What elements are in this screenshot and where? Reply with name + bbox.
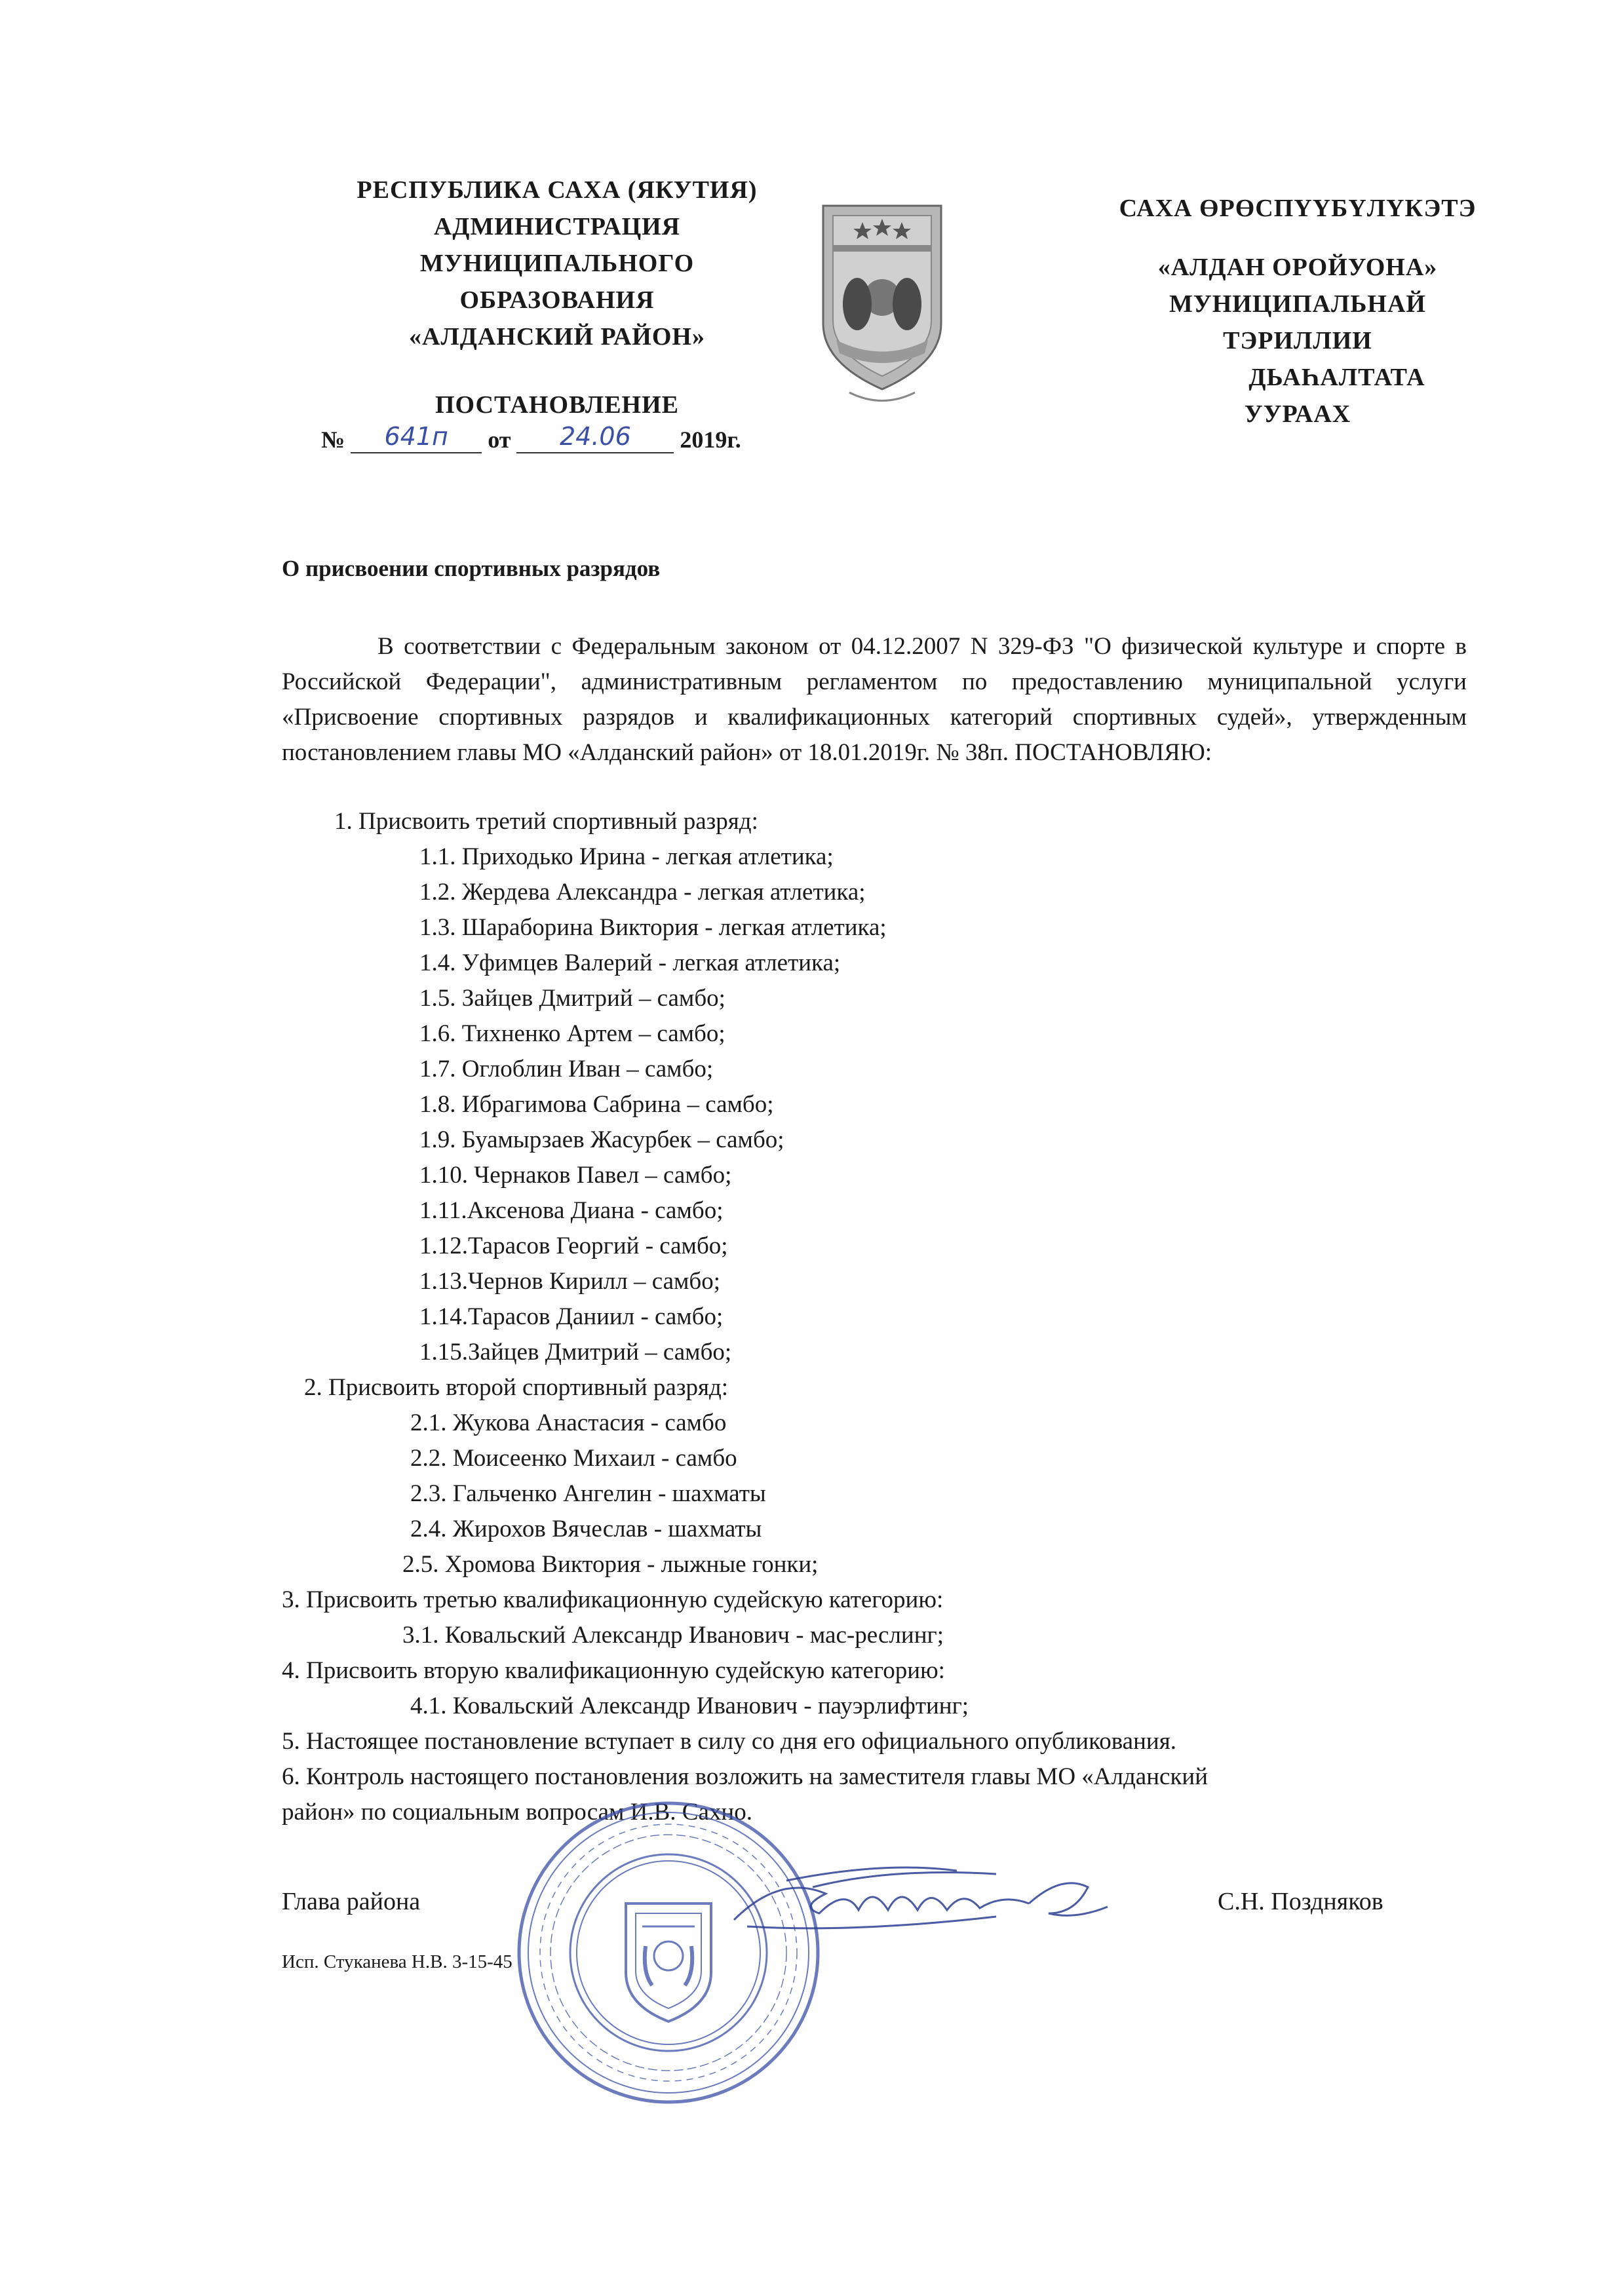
list-item: 1.15.Зайцев Дмитрий – самбо;: [419, 1339, 732, 1366]
preamble-paragraph: [282, 629, 1467, 771]
list-item: 2.2. Моисеенко Михаил - самбо: [410, 1445, 737, 1472]
list-item: 2.1. Жукова Анастасия - самбо: [410, 1409, 727, 1436]
list-item: 1.4. Уфимцев Валерий - легкая атлетика;: [419, 949, 841, 976]
decree-title: ПОСТАНОВЛЕНИЕ: [435, 391, 680, 419]
list-item: 1. Присвоить третий спортивный разряд:: [334, 808, 758, 835]
list-item: 1.1. Приходько Ирина - легкая атлетика;: [419, 843, 834, 870]
header-right-line: ТЭРИЛЛИИ: [1223, 327, 1372, 354]
list-item: 1.5. Зайцев Дмитрий – самбо;: [419, 985, 725, 1012]
header-right-line: УУРААХ: [1244, 400, 1351, 428]
list-item: 1.14.Тарасов Даниил - самбо;: [419, 1303, 724, 1330]
header-left-line: РЕСПУБЛИКА САХА (ЯКУТИЯ): [357, 176, 758, 204]
list-item: 1.10. Чернаков Павел – самбо;: [419, 1162, 732, 1189]
list-item: 1.9. Буамырзаев Жасурбек – самбо;: [419, 1126, 784, 1153]
number-blank: [351, 422, 482, 453]
list-item: 3. Присвоить третью квалификационную судейскую категорию:: [282, 1586, 944, 1613]
header-left-line: АДМИНИСТРАЦИЯ: [433, 213, 681, 240]
list-item: 1.11.Аксенова Диана - самбо;: [419, 1197, 724, 1224]
header-right-line: ДЬАҺАЛТАТА: [1248, 364, 1425, 391]
decree-number-line: [321, 422, 845, 453]
year-suffix: 2019г.: [680, 427, 741, 453]
handwritten-signature-icon: [721, 1848, 1127, 1946]
document-subject: О присвоении спортивных разрядов: [282, 556, 661, 581]
coat-of-arms-icon: [817, 199, 948, 415]
list-item: 6. Контроль настоящего постановления возложить на заместителя главы МО «Алданский: [282, 1763, 1208, 1790]
decree-number: 641п: [384, 422, 448, 451]
list-item: 1.7. Оглоблин Иван – самбо;: [419, 1056, 714, 1082]
date-blank: [516, 422, 674, 453]
official-seal-icon: [511, 1795, 826, 2110]
header-right-line: МУНИЦИПАЛЬНАЙ: [1169, 290, 1426, 318]
list-item: район» по социальным вопросам И.В. Сахно.: [282, 1799, 752, 1826]
list-item: 5. Настоящее постановление вступает в силу со дня его официального опубликования.: [282, 1728, 1176, 1755]
list-item: 2.5. Хромова Виктория - лыжные гонки;: [402, 1551, 819, 1578]
signatory-name: С.Н. Поздняков: [1218, 1888, 1383, 1915]
header-right: [1062, 190, 1534, 432]
number-prefix: №: [321, 427, 345, 453]
list-item: 1.8. Ибрагимова Сабрина – самбо;: [419, 1091, 774, 1118]
executor-line: Исп. Стуканева Н.В. 3-15-45: [282, 1951, 512, 1972]
header-right-line: «АЛДАН ОРОЙУОНА»: [1157, 254, 1438, 281]
list-item: 1.3. Шараборина Виктория - легкая атлетика;: [419, 914, 887, 941]
list-item: 2.3. Гальченко Ангелин - шахматы: [410, 1480, 766, 1507]
list-item: 1.13.Чернов Кирилл – самбо;: [419, 1268, 721, 1295]
preamble-text: В соответствии с Федеральным законом от 04.12.2007 N 329-ФЗ "О физической культуре и спорте в Российской Федерации", административным регламентом по предоставлению муниципальной услуги «Присвоение спортивных разрядов и квалификационных категорий спортивных судей», утвержденным постановлением главы МО «Алданский район» от 18.01.2019г. № 38п. ПОСТАНОВЛЯЮ:: [282, 633, 1467, 766]
signatory-role: Глава района: [282, 1888, 421, 1915]
header-left-line: ОБРАЗОВАНИЯ: [459, 286, 655, 314]
list-item: 1.6. Тихненко Артем – самбо;: [419, 1020, 725, 1047]
header-right-line: САХА ӨРӨСПҮҮБҮЛҮКЭТЭ: [1119, 195, 1477, 222]
date-prefix: от: [488, 427, 511, 453]
list-item: 3.1. Ковальский Александр Иванович - мас-реслинг;: [402, 1622, 944, 1649]
list-item: 4. Присвоить вторую квалификационную судейскую категорию:: [282, 1657, 945, 1684]
decree-date: 24.06: [560, 422, 631, 451]
header-left-line: «АЛДАНСКИЙ РАЙОН»: [409, 323, 705, 351]
list-item: 2.4. Жирохов Вячеслав - шахматы: [410, 1516, 762, 1542]
list-item: 1.2. Жердева Александра - легкая атлетика;: [419, 879, 866, 906]
list-item: 2. Присвоить второй спортивный разряд:: [304, 1374, 729, 1401]
header-left-line: МУНИЦИПАЛЬНОГО: [419, 250, 695, 277]
header-left: [262, 172, 852, 355]
list-item: 4.1. Ковальский Александр Иванович - пауэрлифтинг;: [410, 1693, 969, 1719]
list-item: 1.12.Тарасов Георгий - самбо;: [419, 1233, 728, 1259]
